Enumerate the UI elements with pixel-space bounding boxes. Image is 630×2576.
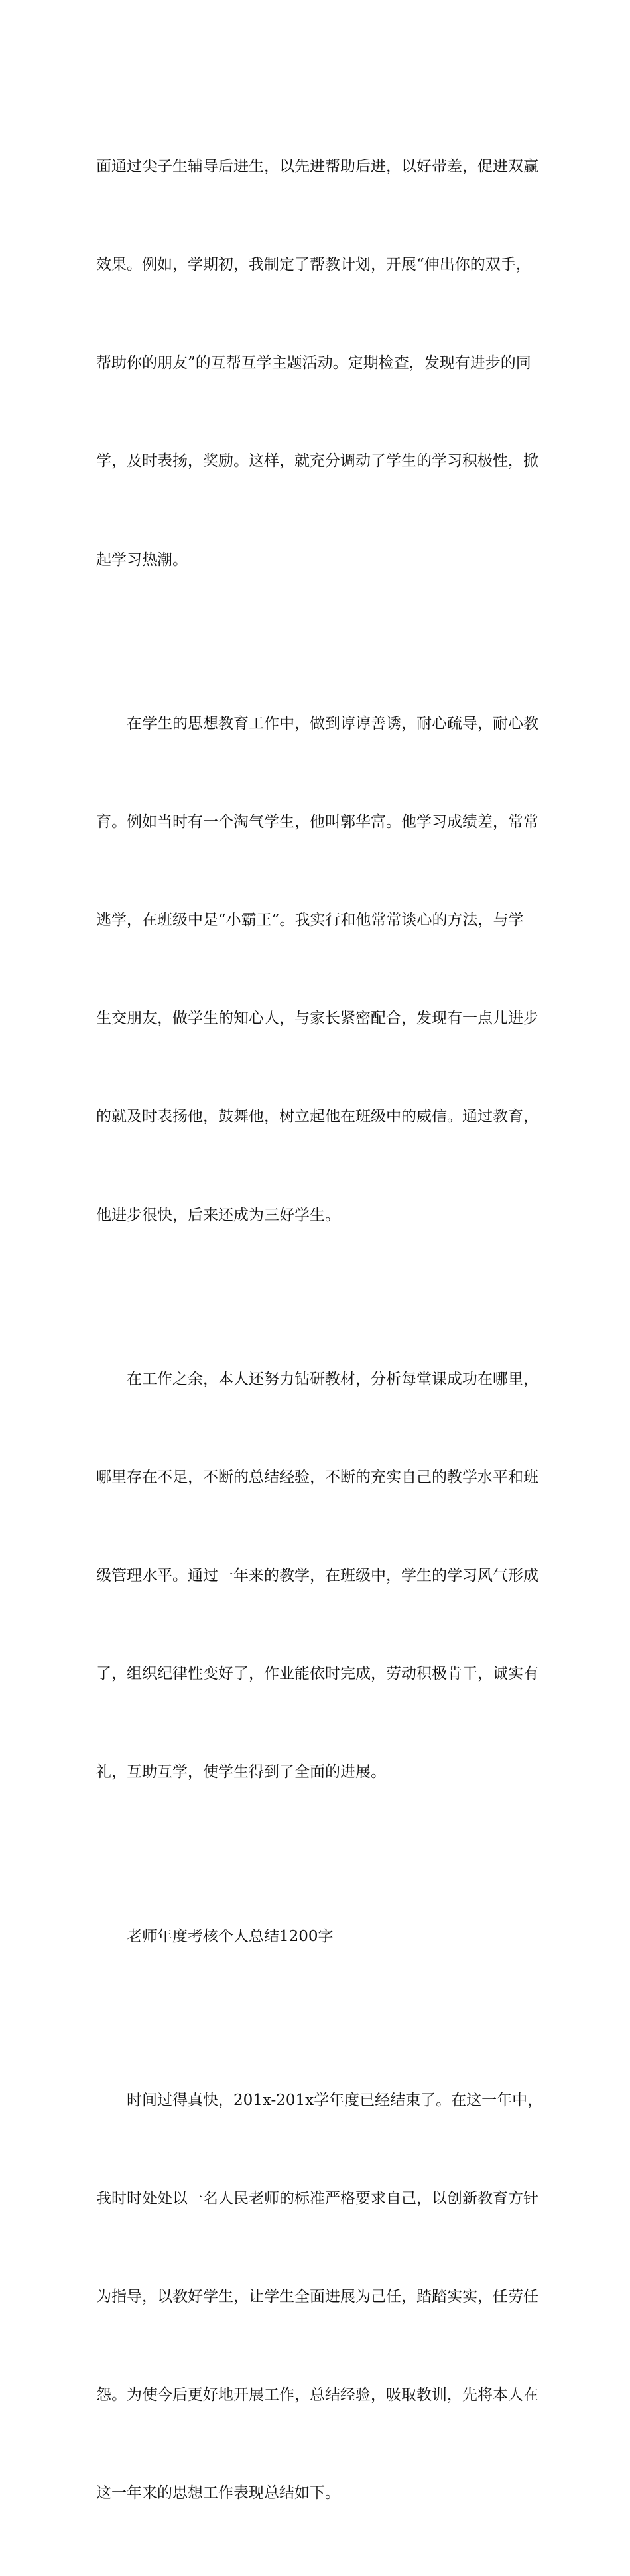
text-line: 怨。为使今后更好地开展工作，总结经验，吸取教训，先将本人在	[96, 2386, 538, 2404]
text-line: 育。例如当时有一个淘气学生，他叫郭华富。他学习成绩差，常常	[96, 813, 538, 831]
text-line: 学，及时表扬，奖励。这样，就充分调动了学生的学习积极性，掀	[96, 452, 538, 470]
section-heading	[96, 1855, 537, 2019]
document-body	[96, 85, 543, 2576]
text-line: 了，组织纪律性变好了，作业能依时完成，劳动积极肯干，诚实有	[96, 1665, 538, 1683]
section-title: 老师年度考核个人总结1200字	[96, 1927, 334, 1945]
text-line: 生交朋友，做学生的知心人，与家长紧密配合，发现有一点儿进步	[96, 1010, 538, 1028]
text-line: 帮助你的朋友”的互帮互学主题活动。定期检查，发现有进步的同	[96, 354, 531, 372]
text-line: 哪里存在不足，不断的总结经验，不断的充实自己的教学水平和班	[96, 1468, 538, 1486]
text-line: 这一年来的思想工作表现总结如下。	[96, 2484, 340, 2502]
text-line: 级管理水平。通过一年来的教学，在班级中，学生的学习风气形成	[96, 1567, 538, 1585]
text-line: 起学习热潮。	[96, 551, 188, 569]
text-line: 的就及时表扬他，鼓舞他，树立起他在班级中的威信。通过教育，	[96, 1108, 538, 1126]
text-line: 我时时处处以一名人民老师的标准严格要求自己，以创新教育方针	[96, 2189, 538, 2207]
paragraph-year-summary	[96, 2019, 543, 2576]
text-line: 面通过尖子生辅导后进生，以先进帮助后进，以好带差，促进双赢	[96, 157, 538, 175]
text-line: 时间过得真快，201x-201x学年度已经结束了。在这一年中，	[96, 2091, 543, 2109]
text-line: 为指导，以教好学生，让学生全面进展为己任，踏踏实实，任劳任	[96, 2287, 538, 2305]
text-line: 效果。例如，学期初，我制定了帮教计划，开展“伸出你的双手，	[96, 256, 531, 274]
paragraph-peer-tutoring	[96, 85, 537, 642]
text-line: 逃学，在班级中是“小霸王”。我实行和他常常谈心的方法，与学	[96, 912, 524, 929]
paragraph-teaching-research	[96, 1298, 537, 1855]
text-line: 礼，互助互学，使学生得到了全面的进展。	[96, 1763, 386, 1781]
paragraph-ideological-education	[96, 642, 537, 1298]
text-line: 他进步很快，后来还成为三好学生。	[96, 1206, 340, 1224]
text-line: 在工作之余，本人还努力钻研教材，分析每堂课成功在哪里，	[96, 1370, 538, 1388]
text-line: 在学生的思想教育工作中，做到谆谆善诱，耐心疏导，耐心教	[96, 714, 538, 732]
